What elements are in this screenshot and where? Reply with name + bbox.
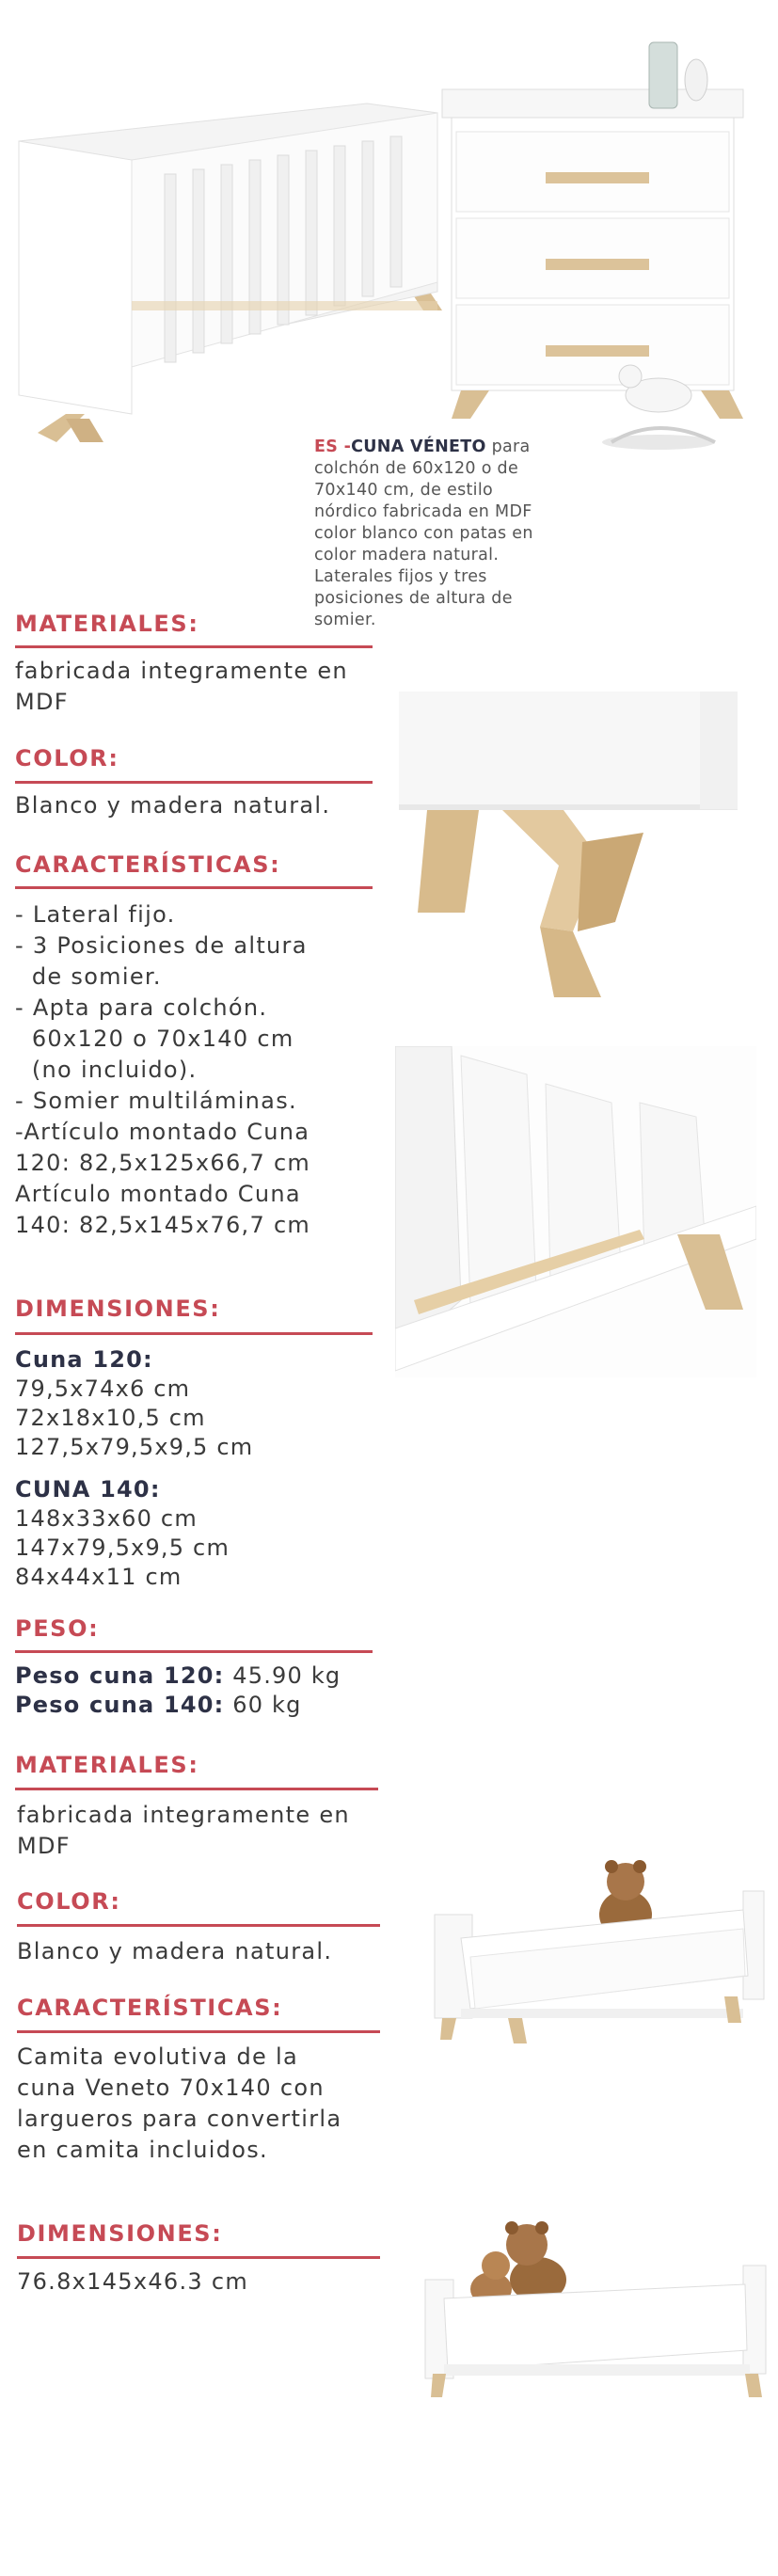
heading-rule (17, 2030, 380, 2033)
cuna-120-dimensions (15, 1345, 391, 1462)
product-name: CUNA VÉNETO (351, 437, 486, 456)
peso-120-value: 45.90 kg (224, 1662, 341, 1689)
dim-line: 79,5x74x6 cm (15, 1375, 191, 1402)
dim-line: 84x44x11 cm (15, 1564, 183, 1590)
heading-rule (15, 1788, 378, 1790)
color-heading: COLOR: (17, 1888, 121, 1915)
peso-140-label: Peso cuna 140: (15, 1692, 225, 1718)
peso-120-label: Peso cuna 120: (15, 1662, 225, 1689)
caption-description: para colchón de 60x120 o de 70x140 cm, de estilo nórdico fabricada en MDF color blanco con patas en color madera natural. Laterales fijos y tres posiciones de altura de somier. (314, 437, 533, 629)
toddler-bed-with-bears-photo (416, 2171, 771, 2407)
heading-rule (17, 1924, 380, 1927)
country-code: ES (314, 437, 339, 456)
materiales-heading: MATERIALES: (15, 1752, 199, 1778)
heading-rule (15, 781, 373, 784)
dim-line: 127,5x79,5x9,5 cm (15, 1434, 254, 1460)
dim-line: 147x79,5x9,5 cm (15, 1534, 230, 1561)
color-text: Blanco y madera natural. (17, 1938, 333, 1964)
dim-line: 72x18x10,5 cm (15, 1405, 206, 1431)
toddler-bed-photo (423, 1835, 771, 2051)
product-caption (314, 437, 549, 631)
dimensiones-text: 76.8x145x46.3 cm (17, 2268, 249, 2295)
dimensiones-heading: DIMENSIONES: (17, 2220, 223, 2247)
cuna-140-label: CUNA 140: (15, 1476, 161, 1503)
peso-values (15, 1662, 410, 1720)
dim-line: 148x33x60 cm (15, 1505, 198, 1532)
heading-rule (15, 645, 373, 648)
heading-rule (17, 2256, 380, 2259)
leg-detail-photo (399, 692, 738, 1007)
heading-rule (15, 1650, 373, 1653)
materiales-text: fabricada integramente en MDF (15, 658, 348, 715)
dimensiones-heading: DIMENSIONES: (15, 1296, 221, 1322)
peso-heading: PESO: (15, 1615, 100, 1642)
slats-detail-photo (395, 1046, 756, 1377)
heading-rule (15, 886, 373, 889)
heading-rule (15, 1332, 373, 1335)
caracteristicas-text: Camita evolutiva de la cuna Veneto 70x140 con largueros para convertirla en camita incluidos. (17, 2043, 342, 2163)
caracteristicas-heading: CARACTERÍSTICAS: (17, 1995, 283, 2021)
cuna-140-dimensions (15, 1475, 391, 1592)
caption-separator: - (338, 437, 352, 456)
cuna-120-label: Cuna 120: (15, 1346, 153, 1373)
caracteristicas-text: - Lateral fijo. - 3 Posiciones de altura de somier. - Apta para colchón. 60x120 o 70x140 cm (no incluido). - Somier multiláminas. -Artículo montado Cuna 120: 82,5x125x66,7 cm Artículo montado Cuna 140: 82,5x145x76,7 cm (15, 901, 311, 1238)
peso-140-value: 60 kg (224, 1692, 302, 1718)
materiales-heading: MATERIALES: (15, 611, 199, 637)
caracteristicas-heading: CARACTERÍSTICAS: (15, 851, 281, 878)
color-heading: COLOR: (15, 745, 119, 771)
color-text: Blanco y madera natural. (15, 792, 331, 819)
materiales-text: fabricada integramente en MDF (17, 1802, 350, 1859)
